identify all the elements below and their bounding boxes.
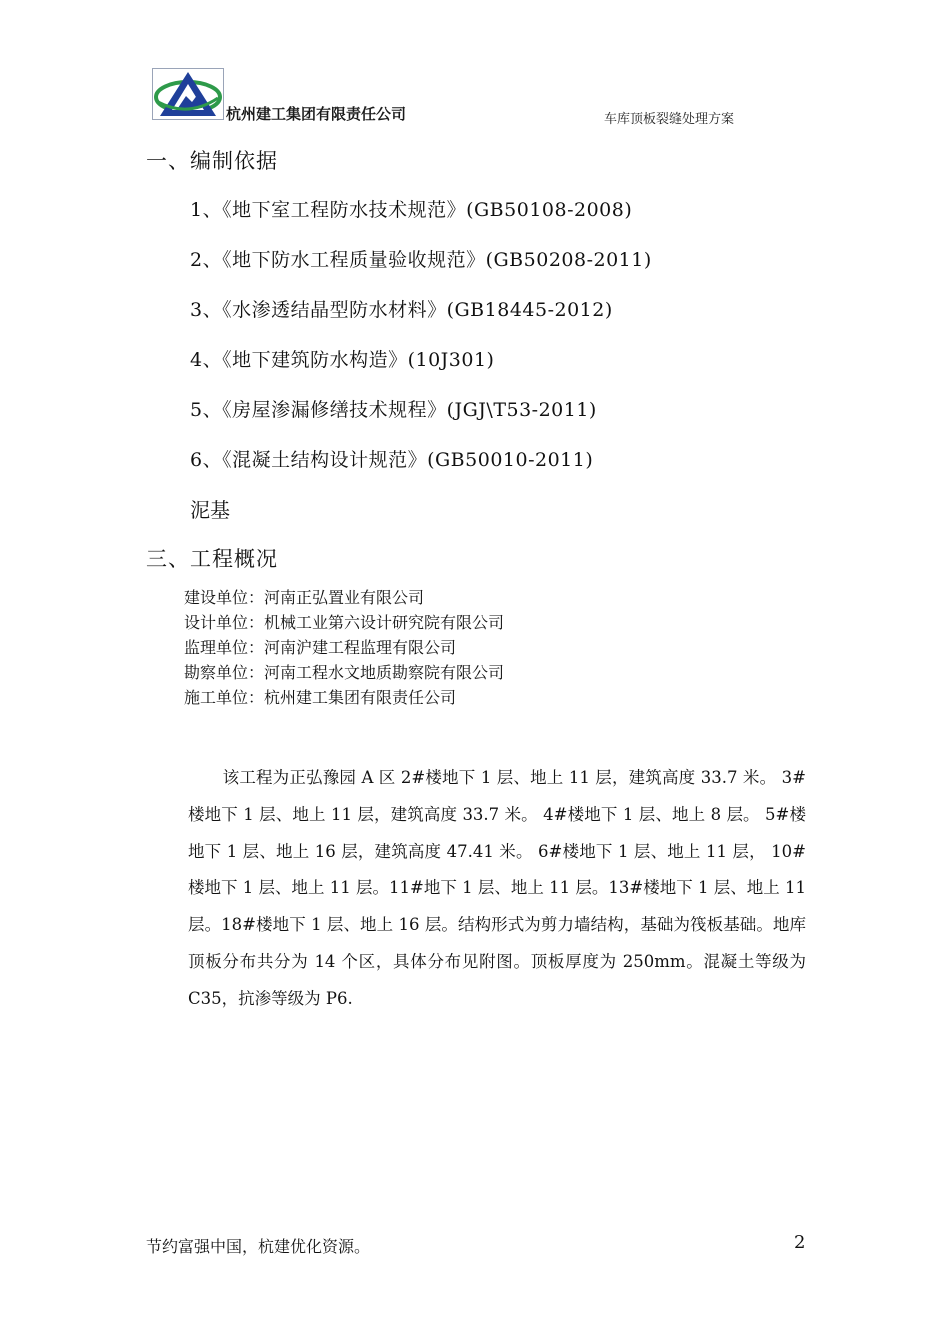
company-logo — [152, 68, 224, 120]
info-survey-unit: 勘察单位：河南工程水文地质勘察院有限公司 — [184, 663, 505, 682]
project-description: 该工程为正弘豫园 A 区 2#楼地下 1 层、地上 11 层，建筑高度 33.7 米。 3#楼地下 1 层、地上 11 层，建筑高度 33.7 米。 4#楼地下 1 层、地上 8 层。 5#楼地下 1 层、地上 16 层，建筑高度 47.41 米。 6#楼地下 1 层、地上 11 层， 10#楼地下 1 层、地上 11 层。11#地下 1 层、地上 11 层。13#楼地下 1 层、地上 11 层。18#楼地下 1 层、地上 16 层。结构形式为剪力墙结构，基础为筏板基础。地库顶板分布共分为 14 个区，具体分布见附图。顶板厚度为 250mm。混凝土等级为 C35，抗渗等级为 P6. — [188, 768, 806, 1008]
reference-item: 5、《房屋渗漏修缮技术规程》(JGJ\T53-2011) — [190, 399, 597, 421]
project-info-list — [184, 585, 504, 710]
reference-item: 4、《地下建筑防水构造》(10J301) — [190, 349, 495, 371]
reference-item: 2、《地下防水工程质量验收规范》(GB50208-2011) — [190, 249, 652, 271]
basis-heading: 一、编制依据 — [146, 149, 278, 173]
company-name: 杭州建工集团有限责任公司 — [226, 105, 407, 123]
reference-item: 6、《混凝土结构设计规范》(GB50010-2011) — [190, 449, 594, 471]
document-title: 车库顶板裂缝处理方案 — [604, 112, 735, 127]
info-design-unit: 设计单位：机械工业第六设计研究院有限公司 — [184, 613, 505, 632]
overview-heading: 三、工程概况 — [146, 547, 278, 571]
orphan-text: 泥基 — [190, 498, 230, 522]
info-contractor-unit: 施工单位：杭州建工集团有限责任公司 — [184, 688, 457, 707]
reference-item: 3、《水渗透结晶型防水材料》(GB18445-2012) — [190, 299, 613, 321]
reference-item: 1、《地下室工程防水技术规范》(GB50108-2008) — [190, 199, 633, 221]
footer-slogan: 节约富强中国，杭建优化资源。 — [146, 1237, 371, 1256]
company-logo-icon — [152, 68, 224, 120]
page-number: 2 — [794, 1232, 806, 1253]
info-supervision-unit: 监理单位：河南沪建工程监理有限公司 — [184, 638, 457, 657]
info-construction-unit: 建设单位：河南正弘置业有限公司 — [184, 588, 425, 607]
